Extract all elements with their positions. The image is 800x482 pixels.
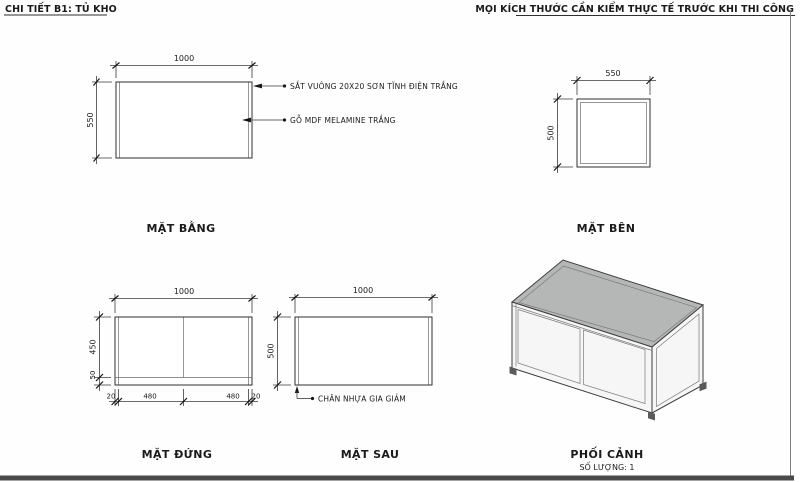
rear-annotation-foot — [295, 386, 406, 404]
side-dim-height — [547, 93, 574, 173]
rear-dim-height — [267, 311, 292, 391]
quantity-label: SỐ LƯỢNG: 1 — [579, 463, 635, 472]
plan-dim-width — [110, 54, 258, 78]
sheet-footer-bar — [0, 476, 794, 481]
front-dim-bottom-3: 20 — [251, 392, 261, 401]
plan-dim-height-value: 550 — [86, 112, 95, 128]
rear-dim-width — [289, 286, 438, 313]
plan-annotation-panel-text: GỖ MDF MELAMINE TRẮNG — [290, 116, 396, 125]
front-dim-bottom-0: 20 — [106, 392, 116, 401]
front-dim-width-value: 1000 — [173, 287, 195, 296]
front-view — [89, 287, 261, 461]
front-dim-left — [89, 311, 112, 391]
plan-view — [86, 54, 458, 235]
front-view-label: MẶT ĐỨNG — [141, 448, 213, 461]
side-dim-height-value: 500 — [546, 125, 556, 141]
plan-annotation-frame — [253, 81, 458, 91]
rear-view-label: MẶT SAU — [340, 448, 400, 461]
perspective-view — [510, 260, 707, 472]
front-dim-bottom — [107, 389, 261, 406]
rear-dim-width-value: 1000 — [352, 286, 374, 295]
perspective-view-label: PHỐI CẢNH — [570, 448, 644, 461]
rear-dim-height-value: 500 — [266, 343, 276, 359]
leader-arrow-icon — [253, 84, 262, 89]
front-dim-bottom-2: 480 — [226, 392, 240, 401]
leader-dot-icon — [283, 84, 286, 87]
side-dim-width-value: 550 — [605, 69, 621, 78]
plan-annotation-frame-text: SẮT VUÔNG 20X20 SƠN TĨNH ĐIỆN TRẮNG — [290, 82, 458, 91]
front-dim-bottom-1: 480 — [143, 392, 157, 401]
leader-dot-icon — [283, 118, 286, 121]
side-view — [547, 69, 657, 235]
front-dim-base-value: 50 — [89, 370, 97, 380]
rear-outline — [295, 317, 432, 385]
side-dim-width — [571, 69, 656, 95]
plan-view-label: MẶT BẰNG — [146, 222, 216, 235]
sheet-header — [4, 2, 795, 16]
side-view-label: MẶT BÊN — [576, 222, 636, 235]
front-dim-body-value: 450 — [88, 339, 98, 355]
leader-dot-icon — [311, 397, 314, 400]
rear-annotation-foot-text: CHÂN NHỰA GIA GIẢM — [318, 394, 406, 404]
plan-outline — [116, 82, 252, 158]
plan-dim-height — [86, 76, 112, 164]
plan-annotation-panel — [242, 115, 396, 125]
plan-dim-width-value: 1000 — [173, 54, 195, 63]
side-outline — [577, 99, 650, 167]
sheet-title: CHI TIẾT B1: TỦ KHO — [5, 4, 117, 15]
sheet-note: MỌI KÍCH THƯỚC CẦN KIỂM THỰC TẾ TRƯỚC KHI THI CÔNG — [475, 4, 794, 15]
cabinet-foot-icon — [648, 412, 655, 421]
front-dim-width — [109, 287, 258, 313]
rear-view — [267, 286, 439, 461]
